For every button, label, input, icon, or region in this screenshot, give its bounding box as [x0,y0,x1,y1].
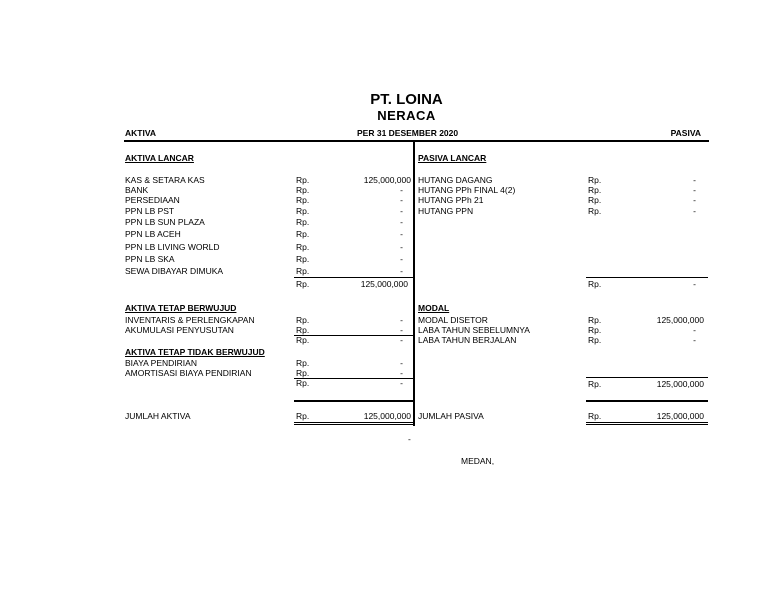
currency-label: Rp. [296,185,310,195]
total-top-rule-left [294,400,413,402]
report-title: NERACA [377,108,436,123]
aktiva-amount: - [400,185,403,195]
pasiva-label: MODAL DISETOR [418,315,488,325]
total-double-rule-left-2 [294,424,413,425]
aktiva-label: INVENTARIS & PERLENGKAPAN [125,315,255,325]
header-aktiva: AKTIVA [125,128,157,138]
center-divider [413,140,415,426]
currency-label: Rp. [296,411,310,421]
aktiva-label: SEWA DIBAYAR DIMUKA [125,266,224,276]
aktiva-amount: - [400,229,403,239]
pasiva-label: HUTANG PPN [418,206,474,216]
aktiva-amount: - [400,254,403,264]
subtotal-rule [586,277,708,278]
total-double-rule-right-1 [586,422,708,423]
subtotal-rule [294,277,413,278]
currency-label: Rp. [296,315,310,325]
pasiva-amount: - [693,325,696,335]
aktiva-label: PPN LB LIVING WORLD [125,242,220,252]
pasiva-label: LABA TAHUN BERJALAN [418,335,517,345]
pasiva-lancar-total: - [693,279,696,289]
currency-label: Rp. [296,242,310,252]
pasiva-amount: - [693,335,696,345]
total-double-rule-right-2 [586,424,708,425]
currency-label: Rp. [296,175,310,185]
header-rule [124,140,709,142]
aktiva-tidak-berwujud-title: AKTIVA TETAP TIDAK BERWUJUD [125,347,265,357]
currency-label: Rp. [588,185,602,195]
aktiva-amount: - [400,315,403,325]
jumlah-aktiva-label: JUMLAH AKTIVA [125,411,191,421]
currency-label: Rp. [296,279,310,289]
aktiva-lancar-total: 125,000,000 [360,279,408,289]
aktiva-amount: - [400,217,403,227]
aktiva-amount: - [400,266,403,276]
total-top-rule-right [586,400,708,402]
pasiva-amount: - [693,175,696,185]
currency-label: Rp. [296,335,310,345]
aktiva-label: BANK [125,185,149,195]
header-pasiva: PASIVA [670,128,701,138]
aktiva-lancar-title: AKTIVA LANCAR [125,153,194,163]
aktiva-label: AKUMULASI PENYUSUTAN [125,325,234,335]
aktiva-label: KAS & SETARA KAS [125,175,205,185]
currency-label: Rp. [296,254,310,264]
company-name: PT. LOINA [370,91,443,108]
jumlah-aktiva-amount: 125,000,000 [363,411,411,421]
currency-label: Rp. [296,195,310,205]
aktiva-label: AMORTISASI BIAYA PENDIRIAN [125,368,252,378]
pasiva-amount: 125,000,000 [656,315,704,325]
currency-label: Rp. [588,325,602,335]
currency-label: Rp. [296,358,310,368]
aktiva-label: BIAYA PENDIRIAN [125,358,197,368]
aktiva-label: PPN LB SUN PLAZA [125,217,205,227]
pasiva-label: HUTANG DAGANG [418,175,493,185]
modal-total: 125,000,000 [656,379,704,389]
currency-label: Rp. [588,279,602,289]
currency-label: Rp. [588,335,602,345]
aktiva-amount: - [400,368,403,378]
currency-label: Rp. [588,206,602,216]
aktiva-label: PPN LB SKA [125,254,175,264]
header-date: PER 31 DESEMBER 2020 [357,128,459,138]
currency-label: Rp. [588,379,602,389]
aktiva-label: PERSEDIAAN [125,195,180,205]
aktiva-amount: - [400,206,403,216]
subtotal-rule [586,377,708,378]
currency-label: Rp. [588,315,602,325]
currency-label: Rp. [296,368,310,378]
jumlah-pasiva-label: JUMLAH PASIVA [418,411,484,421]
aktiva-label: PPN LB PST [125,206,175,216]
aktiva-tetap-total: - [400,335,403,345]
signature-place: MEDAN, [461,456,495,466]
aktiva-amount: - [400,195,403,205]
aktiva-amount: - [400,358,403,368]
currency-label: Rp. [296,229,310,239]
aktiva-tidak-total: - [400,378,403,388]
currency-label: Rp. [296,217,310,227]
currency-label: Rp. [588,411,602,421]
currency-label: Rp. [588,175,602,185]
modal-title: MODAL [418,303,450,313]
pasiva-amount: - [693,206,696,216]
pasiva-label: HUTANG PPh 21 [418,195,484,205]
pasiva-label: LABA TAHUN SEBELUMNYA [418,325,530,335]
aktiva-amount: 125,000,000 [363,175,411,185]
footer-dash: - [408,434,411,444]
currency-label: Rp. [296,266,310,276]
jumlah-pasiva-amount: 125,000,000 [656,411,704,421]
currency-label: Rp. [296,378,310,388]
aktiva-label: PPN LB ACEH [125,229,181,239]
currency-label: Rp. [588,195,602,205]
total-double-rule-left-1 [294,422,413,423]
aktiva-amount: - [400,242,403,252]
aktiva-tetap-title: AKTIVA TETAP BERWUJUD [125,303,237,313]
currency-label: Rp. [296,325,310,335]
currency-label: Rp. [296,206,310,216]
pasiva-amount: - [693,195,696,205]
aktiva-amount: - [400,325,403,335]
pasiva-label: HUTANG PPh FINAL 4(2) [418,185,516,195]
pasiva-amount: - [693,185,696,195]
pasiva-lancar-title: PASIVA LANCAR [418,153,487,163]
